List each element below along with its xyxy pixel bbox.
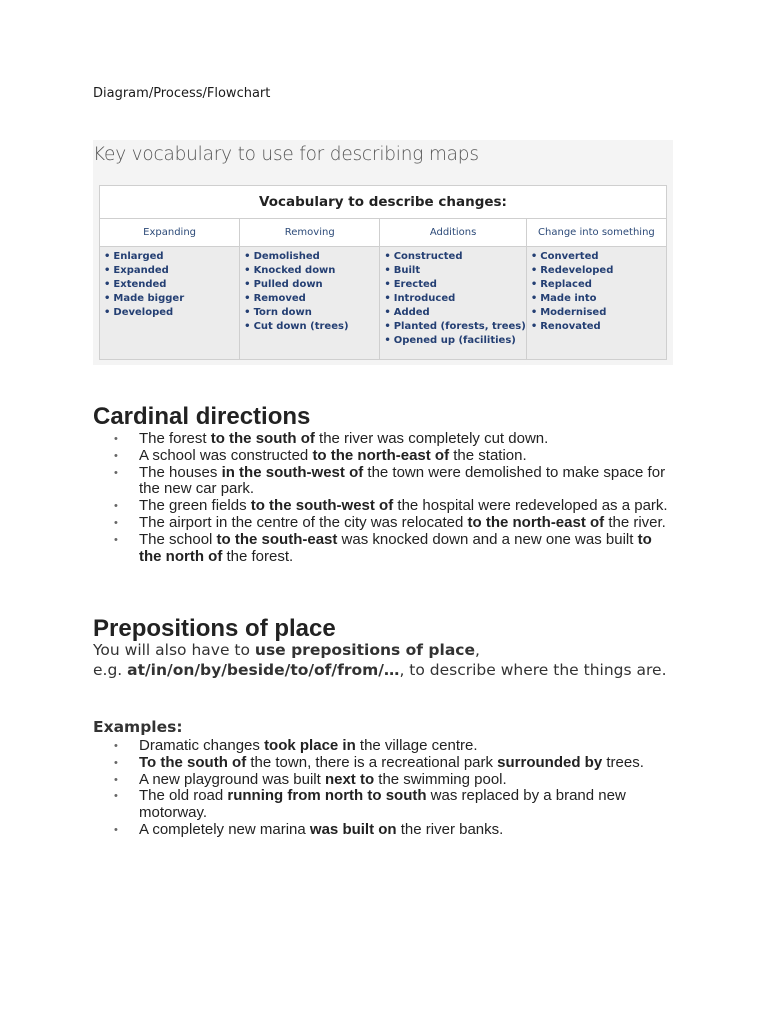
vocabulary-word: • Constructed <box>384 250 526 264</box>
sentence-text: A school was constructed <box>139 446 313 464</box>
intro-text: , <box>475 641 480 659</box>
vocabulary-word-list <box>527 247 666 334</box>
list-item <box>93 532 678 566</box>
vocabulary-column-heading: Change into something <box>527 219 666 247</box>
vocabulary-word: • Knocked down <box>244 264 379 278</box>
bold-phrase: to the south-east <box>216 530 338 548</box>
vocabulary-word: • Opened up (facilities) <box>384 334 526 348</box>
vocabulary-word: • Torn down <box>244 306 379 320</box>
intro-text: You will also have to <box>93 641 255 659</box>
vocabulary-column-heading: Removing <box>240 219 379 247</box>
list-item <box>93 822 678 839</box>
vocabulary-word: • Pulled down <box>244 278 379 292</box>
intro-examples: at/in/on/by/beside/to/of/from/… <box>127 660 400 679</box>
bold-phrase: to the south of <box>210 430 315 447</box>
vocabulary-word: • Planted (forests, trees) <box>384 320 526 334</box>
page-header-label: Diagram/Process/Flowchart <box>93 86 271 101</box>
vocabulary-word: • Introduced <box>384 292 526 306</box>
sentence-text: The old road <box>139 787 228 805</box>
prepositions-heading: Prepositions of place <box>93 615 336 642</box>
list-item <box>93 448 678 465</box>
vocabulary-word: • Modernised <box>531 306 666 320</box>
intro-text: , to describe where the things are. <box>399 660 667 679</box>
sentence-text: The airport in the centre of the city was relocated <box>139 513 468 531</box>
bold-phrase: to the north-east of <box>467 513 605 531</box>
vocabulary-table-title: Vocabulary to describe changes: <box>100 186 666 219</box>
vocabulary-word: • Developed <box>104 306 239 320</box>
intro-bold: use prepositions of place <box>254 641 475 659</box>
vocabulary-word: • Erected <box>384 278 526 292</box>
vocabulary-column-heading: Expanding <box>100 219 239 247</box>
vocabulary-word: • Built <box>384 264 526 278</box>
vocabulary-word: • Replaced <box>531 278 666 292</box>
sentence-text: was knocked down and a new one was built <box>337 530 638 548</box>
cardinal-directions-list <box>93 431 678 565</box>
vocabulary-word: • Cut down (trees) <box>244 320 379 334</box>
sentence-text: the town were demolished to make space for the new car park. <box>139 463 666 498</box>
bold-phrase: took place in <box>264 737 356 754</box>
sentence-text: the swimming pool. <box>374 770 507 788</box>
list-item <box>93 788 678 822</box>
sentence-text: The forest <box>139 430 211 447</box>
vocabulary-word: • Redeveloped <box>531 264 666 278</box>
vocabulary-column <box>100 219 240 360</box>
vocabulary-word: • Removed <box>244 292 379 306</box>
sentence-text: The houses <box>139 463 222 481</box>
vocabulary-word-list <box>380 247 526 348</box>
examples-label: Examples: <box>93 718 183 736</box>
vocabulary-column <box>240 219 380 360</box>
sentence-text: the hospital were redeveloped as a park. <box>393 497 668 515</box>
sentence-text: the forest. <box>222 547 294 565</box>
sentence-text: the river was completely cut down. <box>314 430 549 447</box>
examples-list <box>93 738 678 839</box>
image-heading: Key vocabulary to use for describing maps <box>93 144 479 165</box>
vocabulary-column <box>380 219 527 360</box>
vocabulary-image <box>93 140 673 365</box>
list-item <box>93 498 678 515</box>
sentence-text: The green fields <box>139 497 251 515</box>
vocabulary-word: • Added <box>384 306 526 320</box>
bold-phrase: was built on <box>309 820 397 838</box>
vocabulary-word: • Made into <box>531 292 666 306</box>
bold-phrase: to the south-west of <box>250 497 394 515</box>
vocabulary-columns <box>100 219 666 360</box>
list-item <box>93 738 678 755</box>
vocabulary-table <box>99 185 667 360</box>
list-item <box>93 431 678 448</box>
vocabulary-word: • Enlarged <box>104 250 239 264</box>
vocabulary-column <box>527 219 666 360</box>
bold-phrase: next to <box>324 770 375 788</box>
list-item <box>93 772 678 789</box>
bold-phrase: To the south of <box>139 753 247 771</box>
sentence-text: trees. <box>602 753 644 771</box>
vocabulary-column-heading: Additions <box>380 219 526 247</box>
prepositions-intro <box>93 641 678 680</box>
bold-phrase: in the south-west of <box>221 463 364 481</box>
list-item <box>93 465 678 499</box>
intro-text: e.g. <box>93 660 128 679</box>
bold-phrase: running from north to south <box>227 787 427 805</box>
vocabulary-word: • Converted <box>531 250 666 264</box>
sentence-text: the river. <box>604 513 666 531</box>
sentence-text: Dramatic changes <box>139 737 265 754</box>
sentence-text: the town, there is a recreational park <box>246 753 498 771</box>
sentence-text: the river banks. <box>396 820 504 838</box>
vocabulary-word-list <box>100 247 239 320</box>
vocabulary-word-list <box>240 247 379 334</box>
vocabulary-word: • Extended <box>104 278 239 292</box>
vocabulary-word: • Expanded <box>104 264 239 278</box>
sentence-text: The school <box>139 530 217 548</box>
sentence-text: was replaced by a brand new motorway. <box>139 787 626 822</box>
vocabulary-word: • Made bigger <box>104 292 239 306</box>
sentence-text: A new playground was built <box>139 770 325 788</box>
cardinal-directions-heading: Cardinal directions <box>93 403 311 430</box>
vocabulary-word: • Renovated <box>531 320 666 334</box>
list-item <box>93 755 678 772</box>
bold-phrase: to the north-east of <box>312 446 450 464</box>
sentence-text: A completely new marina <box>139 820 310 838</box>
sentence-text: the station. <box>449 446 527 464</box>
bold-phrase: to the north of <box>139 530 652 565</box>
list-item <box>93 515 678 532</box>
vocabulary-word: • Demolished <box>244 250 379 264</box>
sentence-text: the village centre. <box>355 737 478 754</box>
bold-phrase: surrounded by <box>497 753 603 771</box>
